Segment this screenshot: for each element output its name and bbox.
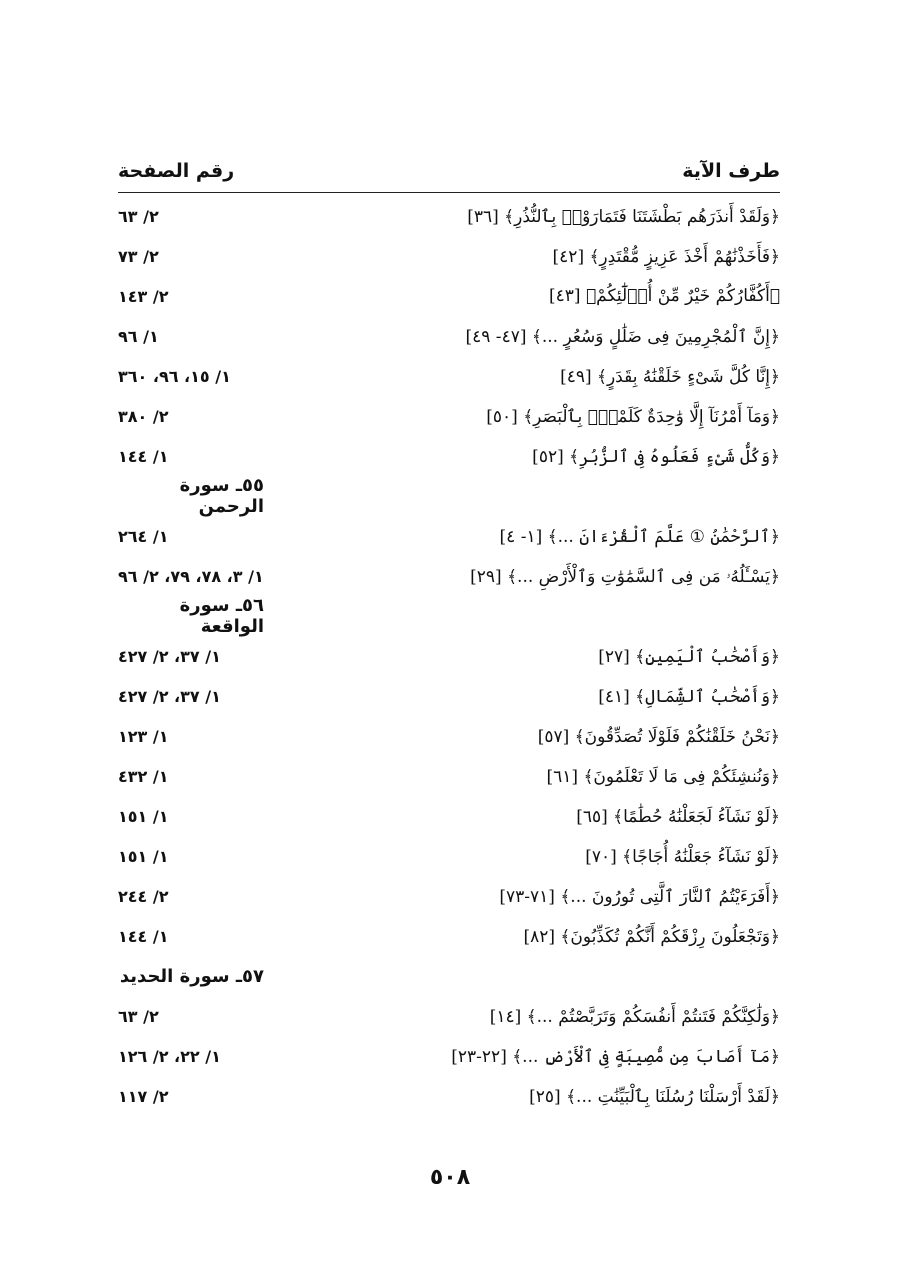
verse-excerpt: ﴿أَكُفَّارُكُمْ خَيْرٌ مِّنْ أُو۟لَٰٓئِكُمْ﴾ [٤٣]: [549, 286, 780, 306]
index-row: [118, 316, 780, 356]
page-reference: ١/ ١٤٤: [118, 926, 169, 946]
verse-excerpt: ﴿لَوْ نَشَآءُ لَجَعَلْنَٰهُ حُطَٰمًا﴾ [٦٥]: [576, 806, 780, 827]
page-number: ٥٠٨: [429, 1165, 471, 1190]
verse-excerpt: ﴿وَتَجْعَلُونَ رِزْقَكُمْ أَنَّكُمْ تُكَذِّبُونَ﴾ [٨٢]: [523, 926, 780, 947]
index-row: [118, 676, 780, 716]
index-row: [118, 236, 780, 276]
surah-heading-row: [118, 476, 780, 516]
verse-column-header: طرف الآية: [682, 160, 780, 182]
page-column-header: رقم الصفحة: [118, 160, 235, 182]
index-row: [118, 516, 780, 556]
verse-excerpt: ﴿إِنَّ ٱلْمُجْرِمِينَ فِى ضَلَٰلٍ وَسُعُرٍ ...﴾ [٤٧- ٤٩]: [465, 326, 780, 347]
surah-title: ٥٧ـ سورة الحديد: [119, 965, 264, 987]
page-reference: ٢/ ٣٨٠: [118, 406, 169, 426]
index-row: [118, 396, 780, 436]
page-reference: ١/ ٤٣٢: [118, 766, 169, 786]
page-reference: ٢/ ٢٤٤: [118, 886, 169, 906]
index-row: [118, 1076, 780, 1116]
page-reference: ١/ ٩٦: [118, 326, 159, 346]
index-row: [118, 436, 780, 476]
index-row: [118, 876, 780, 916]
verse-excerpt: ﴿لَوْ نَشَآءُ جَعَلْنَٰهُ أُجَاجًا﴾ [٧٠]: [585, 846, 780, 867]
verse-excerpt: ﴿وَكُلُّ شَىْءٍ فَعَلُوهُ فِى ٱلزُّبُرِ﴾ [٥٢]: [532, 446, 780, 467]
page-reference: ١/ ٢٢، ٢/ ١٢٦: [118, 1046, 221, 1066]
page-reference: ٢/ ٦٣: [118, 206, 159, 226]
verse-excerpt: ﴿لَقَدْ أَرْسَلْنَا رُسُلَنَا بِٱلْبَيِّنَٰتِ ...﴾ [٢٥]: [529, 1086, 780, 1107]
verse-excerpt: ﴿وَأَصْحَٰبُ ٱلشِّمَالِ﴾ [٤١]: [598, 686, 780, 707]
verse-excerpt: ﴿يَسْـَٔلُهُۥ مَن فِى ٱلسَّمَٰوَٰتِ وَٱلْأَرْضِ ...﴾ [٢٩]: [470, 566, 780, 587]
index-row: [118, 796, 780, 836]
verse-excerpt: ﴿وَأَصْحَٰبُ ٱلْيَمِينِ﴾ [٢٧]: [598, 646, 780, 667]
index-row: [118, 196, 780, 236]
verse-excerpt: ﴿ٱلرَّحْمَٰنُ ① عَلَّمَ ٱلْقُرْءَانَ ...﴾ [١- ٤]: [499, 526, 780, 547]
surah-title: ٥٥ـ سورة الرحمن: [179, 475, 264, 517]
page-reference: ٢/ ٧٣: [118, 246, 159, 266]
page-reference: ١/ ١٥١: [118, 806, 169, 826]
verse-excerpt: ﴿أَفَرَءَيْتُمُ ٱلنَّارَ ٱلَّتِى تُورُونَ ...﴾ [٧١-٧٣]: [499, 886, 780, 907]
verse-excerpt: ﴿وَلَقَدْ أَنذَرَهُم بَطْشَتَنَا فَتَمَارَوْا۟ بِٱلنُّذُرِ﴾ [٣٦]: [467, 206, 780, 227]
page-reference: ١/ ١٥١: [118, 846, 169, 866]
page-reference: ١/ ٢٦٤: [118, 526, 169, 546]
surah-title: ٥٦ـ سورة الواقعة: [179, 595, 264, 637]
verse-excerpt: ﴿وَلَٰكِنَّكُمْ فَتَنتُمْ أَنفُسَكُمْ وَتَرَبَّصْتُمْ ...﴾ [١٤]: [489, 1006, 780, 1027]
page-reference: ١/ ١٤٤: [118, 446, 169, 466]
index-row: [118, 716, 780, 756]
verse-excerpt: ﴿إِنَّا كُلَّ شَىْءٍ خَلَقْنَٰهُ بِقَدَرٍ﴾ [٤٩]: [560, 366, 780, 387]
index-row: [118, 836, 780, 876]
index-row: [118, 356, 780, 396]
index-row: [118, 996, 780, 1036]
verse-excerpt: ﴿وَمَآ أَمْرُنَآ إِلَّا وَٰحِدَةٌ كَلَمْحٍۭ بِٱلْبَصَرِ﴾ [٥٠]: [486, 406, 780, 427]
index-row: [118, 756, 780, 796]
index-row: [118, 276, 780, 316]
verse-index-list: [118, 196, 780, 1116]
verse-excerpt: ﴿مَآ أَصَابَ مِن مُّصِيبَةٍ فِى ٱلْأَرْضِ ...﴾ [٢٢-٢٣]: [451, 1046, 780, 1067]
verse-excerpt: ﴿نَحْنُ خَلَقْنَٰكُمْ فَلَوْلَا تُصَدِّقُونَ﴾ [٥٧]: [537, 726, 780, 747]
page-reference: ٢/ ١٤٣: [118, 286, 169, 306]
page-reference: ١/ ٣، ٧٨، ٧٩، ٢/ ٩٦: [118, 566, 264, 586]
index-row: [118, 1036, 780, 1076]
table-header: [118, 150, 780, 193]
verse-excerpt: ﴿وَنُنشِئَكُمْ فِى مَا لَا تَعْلَمُونَ﴾ [٦١]: [546, 766, 780, 787]
surah-heading-row: [118, 956, 780, 996]
page-reference: ٢/ ٦٣: [118, 1006, 159, 1026]
page-reference: ١/ ١٢٣: [118, 726, 169, 746]
index-row: [118, 636, 780, 676]
page-reference: ١/ ٣٧، ٢/ ٤٢٧: [118, 646, 221, 666]
verse-excerpt: ﴿فَأَخَذْنَٰهُمْ أَخْذَ عَزِيزٍ مُّقْتَدِرٍ﴾ [٤٢]: [552, 246, 780, 267]
surah-heading-row: [118, 596, 780, 636]
index-row: [118, 916, 780, 956]
page-reference: ١/ ١٥، ٩٦، ٣٦٠: [118, 366, 231, 386]
index-row: [118, 556, 780, 596]
page-reference: ٢/ ١١٧: [118, 1086, 169, 1106]
page-reference: ١/ ٣٧، ٢/ ٤٢٧: [118, 686, 221, 706]
